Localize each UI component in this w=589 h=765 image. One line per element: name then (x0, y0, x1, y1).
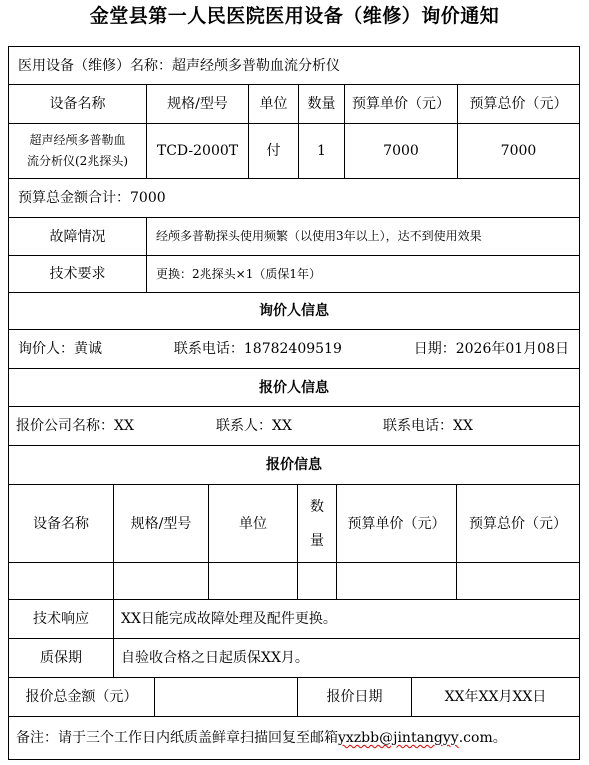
quoter-section-title: 报价人信息 (8, 368, 580, 407)
quote-total-value[interactable] (154, 677, 298, 717)
tech-response-value: XX日能完成故障处理及配件更换。 (113, 599, 580, 639)
header-unit-price: 预算单价（元） (344, 84, 458, 124)
quote-header-unit: 单位 (208, 484, 298, 563)
warranty-value: 自验收合格之日起质保XX月。 (113, 638, 580, 678)
header-total-price: 预算总价（元） (457, 84, 580, 124)
tech-value: 更换：2兆探头×1（质保1年） (146, 255, 580, 293)
fault-value: 经颅多普勒探头使用频繁（以使用3年以上），达不到使用效果 (146, 217, 580, 256)
quote-date-value: XX年XX月XX日 (411, 677, 580, 717)
quote-date-label: 报价日期 (297, 677, 412, 717)
quote-header-qty: 数 量 (297, 484, 337, 563)
quote-cell-unit-price[interactable] (336, 562, 457, 600)
note-row (8, 716, 580, 760)
quote-total-label: 报价总金额（元） (8, 677, 155, 717)
quote-header-name: 设备名称 (8, 484, 114, 563)
item-qty: 1 (298, 123, 345, 179)
inquiry-date: 日期：2026年01月08日 (413, 341, 569, 357)
document-title: 金堂县第一人民医院医用设备（维修）询价通知 (89, 5, 500, 27)
note-email: yxzbb@jintangyy (338, 730, 459, 746)
tech-label: 技术要求 (8, 255, 147, 293)
inquiry-info-row (8, 329, 580, 369)
header-device-name: 设备名称 (8, 84, 147, 124)
quote-cell-model[interactable] (113, 562, 209, 600)
fault-label: 故障情况 (8, 217, 147, 256)
quoter-info-row (8, 406, 580, 446)
device-name: 医用设备（维修）名称：超声经颅多普勒血流分析仪 (18, 57, 340, 74)
inquiry-person: 询价人：黄诚 (18, 341, 102, 357)
quote-header-unit-price: 预算单价（元） (336, 484, 457, 563)
quote-header-model: 规格/型号 (113, 484, 209, 563)
item-total-price: 7000 (457, 123, 580, 179)
item-name: 超声经颅多普勒血 流分析仪(2兆探头) (8, 123, 147, 179)
quoter-contact: 联系人：XX (216, 418, 292, 434)
quoter-company: 报价公司名称：XX (16, 418, 134, 434)
device-name-cell (8, 46, 580, 85)
item-unit-price: 7000 (344, 123, 458, 179)
quoter-phone: 联系电话：XX (383, 418, 473, 434)
note-prefix: 备注：请于三个工作日内纸质盖鲜章扫描回复至邮箱 (16, 730, 338, 746)
note-suffix: .com。 (458, 730, 507, 746)
quote-section-title: 报价信息 (8, 445, 580, 485)
header-unit: 单位 (248, 84, 299, 124)
header-model: 规格/型号 (146, 84, 249, 124)
quote-header-total-price: 预算总价（元） (456, 484, 580, 563)
budget-total: 预算总金额合计：7000 (8, 178, 580, 218)
inquiry-section-title: 询价人信息 (8, 292, 580, 330)
warranty-label: 质保期 (8, 638, 114, 678)
inquiry-phone: 联系电话：18782409519 (173, 341, 342, 357)
quote-cell-qty[interactable] (297, 562, 337, 600)
quote-cell-unit[interactable] (208, 562, 298, 600)
tech-response-label: 技术响应 (8, 599, 114, 639)
quote-cell-total-price[interactable] (456, 562, 580, 600)
header-qty: 数量 (298, 84, 345, 124)
item-unit: 付 (248, 123, 299, 179)
quote-cell-name[interactable] (8, 562, 114, 600)
item-model: TCD-2000T (146, 123, 249, 179)
